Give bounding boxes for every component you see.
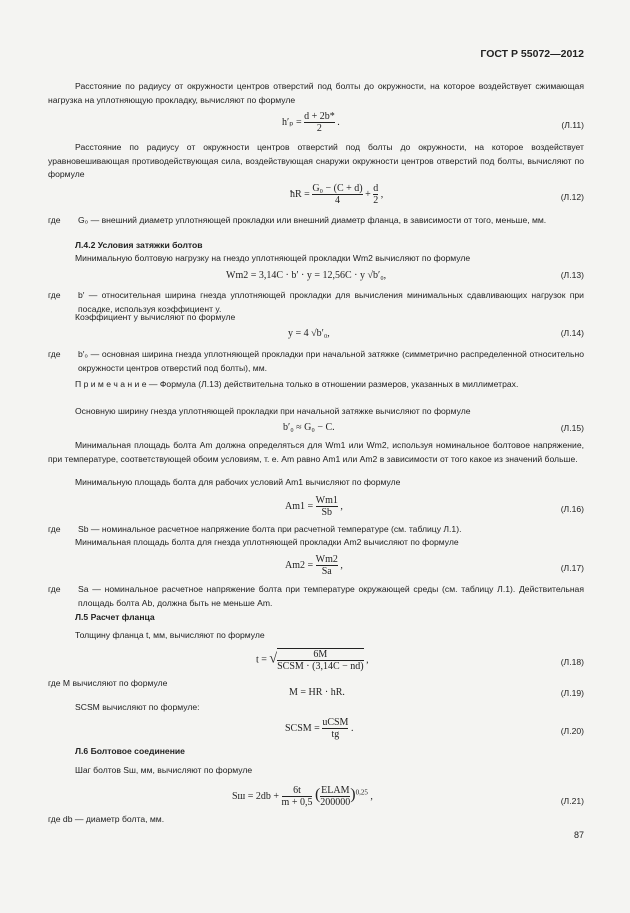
paragraph-10: где M вычисляют по формуле	[48, 678, 168, 688]
formula-l16: Am1 = $\frac{Wm1}{Sb}$ ,	[285, 495, 343, 518]
formula-l11: h′ₚ = $\frac{d + 2b*}{2}$ .	[282, 111, 340, 134]
paragraph-7: Минимальную площадь болта для рабочих условий Am1 вычисляют по формуле	[75, 477, 401, 487]
formula-number-l17: (Л.17)	[560, 563, 584, 573]
formula-number-l16: (Л.16)	[560, 504, 584, 514]
paragraph-3: Минимальную болтовую нагрузку на гнездо уплотняющей прокладки Wm2 вычисляют по формуле	[75, 253, 471, 263]
formula-number-l19: (Л.19)	[560, 688, 584, 698]
paragraph-1: Расстояние по радиусу от окружности центров отверстий под болты до окружности, на которое воздействует сжимающая нагрузка на уплотняющую прокладку, вычисляют по формуле	[48, 81, 584, 105]
formula-number-l11: (Л.11)	[561, 120, 584, 130]
section-heading-l42: Л.4.2 Условия затяжки болтов	[75, 240, 203, 250]
formula-l12: ħR = $\frac{\text{G₀ − (C + d)}}{4}$ + $\frac{d}{2}$ ,	[290, 183, 384, 206]
where-clause-4: где Sb — номинальное расчетное напряжение болта при расчетной температуре (см. таблицу Л.1).	[48, 524, 462, 534]
where-clause-5: где Sa — номинальное расчетное напряжение болта при температуре окружающей среды (см. таблицу Л.1). Действительная площадь болта Ab, должна быть не меньше Am.	[48, 584, 584, 608]
paragraph-4: Коэффициент y вычисляют по формуле	[75, 312, 236, 322]
paragraph-13: где db — диаметр болта, мм.	[48, 814, 165, 824]
formula-number-l12: (Л.12)	[560, 192, 584, 202]
page-number: 87	[573, 830, 584, 840]
where-clause-2: где b′ — относительная ширина гнезда уплотняющей прокладки для вычисления минимальных сдавливающих нагрузок при посадке, используя коэффициент y.	[48, 290, 584, 314]
note: П р и м е ч а н и е — Формула (Л.13) действительна только в отношении размеров, указанных в миллиметрах.	[75, 379, 519, 389]
where-clause-1: где G₀ — внешний диаметр уплотняющей прокладки или внешний диаметр фланца, в зависимости от того, меньше, мм.	[48, 215, 547, 225]
section-heading-l5: Л.5 Расчет фланца	[75, 612, 155, 622]
formula-l20: SCSM = $\frac{\text{uCSM}}{tg}$ .	[285, 717, 354, 740]
fraction-numerator: d + 2b*	[304, 111, 335, 122]
formula-l18: t = √ $\frac{6M}{\text{SCSM · (3,14C − nd)}}$ ,	[256, 649, 369, 672]
paragraph-2: Расстояние по радиусу от окружности центров отверстий под болты до окружности, на которое воздействует уравновешивающая противодействующая сила, воздействующая снаружи окружности центров отверстий под болты, вычисляют по формуле	[48, 142, 584, 180]
section-heading-l6: Л.6 Болтовое соединение	[75, 746, 185, 756]
formula-l17: Am2 = $\frac{Wm2}{Sa}$ ,	[285, 554, 343, 577]
formula-number-l13: (Л.13)	[560, 270, 584, 280]
formula-l13: Wm2 = 3,14C · b′ · y = 12,56C · y √b′₀,	[226, 270, 387, 281]
paragraph-8: Минимальная площадь болта для гнезда уплотняющей прокладки Am2 вычисляют по формуле	[75, 537, 459, 547]
formula-lhs: h′ₚ =	[282, 116, 302, 128]
formula-number-l18: (Л.18)	[560, 657, 584, 667]
paragraph-5: Основную ширину гнезда уплотняющей прокладки при начальной затяжке вычисляют по формуле	[75, 406, 471, 416]
paragraph-9: Толщину фланца t, мм, вычисляют по формуле	[75, 630, 265, 640]
formula-number-l21: (Л.21)	[560, 796, 584, 806]
fraction-denominator: 2	[304, 122, 335, 134]
formula-l19: M = HR · hR.	[289, 687, 345, 698]
formula-number-l20: (Л.20)	[560, 726, 584, 736]
paragraph-12: Шаг болтов Sш, мм, вычисляют по формуле	[75, 765, 253, 775]
formula-number-l15: (Л.15)	[560, 423, 584, 433]
where-clause-3: где b′₀ — основная ширина гнезда уплотняющей прокладки при начальной затяжке (симметрично распределенной относительно окружности центров отверстий под болты), мм.	[48, 349, 584, 373]
formula-l15: b′₀ ≈ G₀ − C.	[283, 422, 335, 433]
formula-l21: Sш = 2db + $\frac{6t}{m + 0,5}$ ( $\frac{\text{ELAM}}{200000}$ )$^{0,25}$ ,	[232, 785, 373, 808]
formula-l14: y = 4 √b′₀,	[288, 328, 330, 339]
document-header: ГОСТ Р 55072—2012	[480, 48, 584, 60]
formula-number-l14: (Л.14)	[560, 328, 584, 338]
paragraph-6: Минимальная площадь болта Am должна определяться для Wm1 или Wm2, используя номинальное болтовое напряжение, при температуре, соответствующей обоим условиям, т. е. Am равно Am1 или Am2 в зависимости от того какое из значений больше.	[48, 440, 584, 464]
paragraph-11: SCSM вычисляют по формуле:	[75, 702, 200, 712]
